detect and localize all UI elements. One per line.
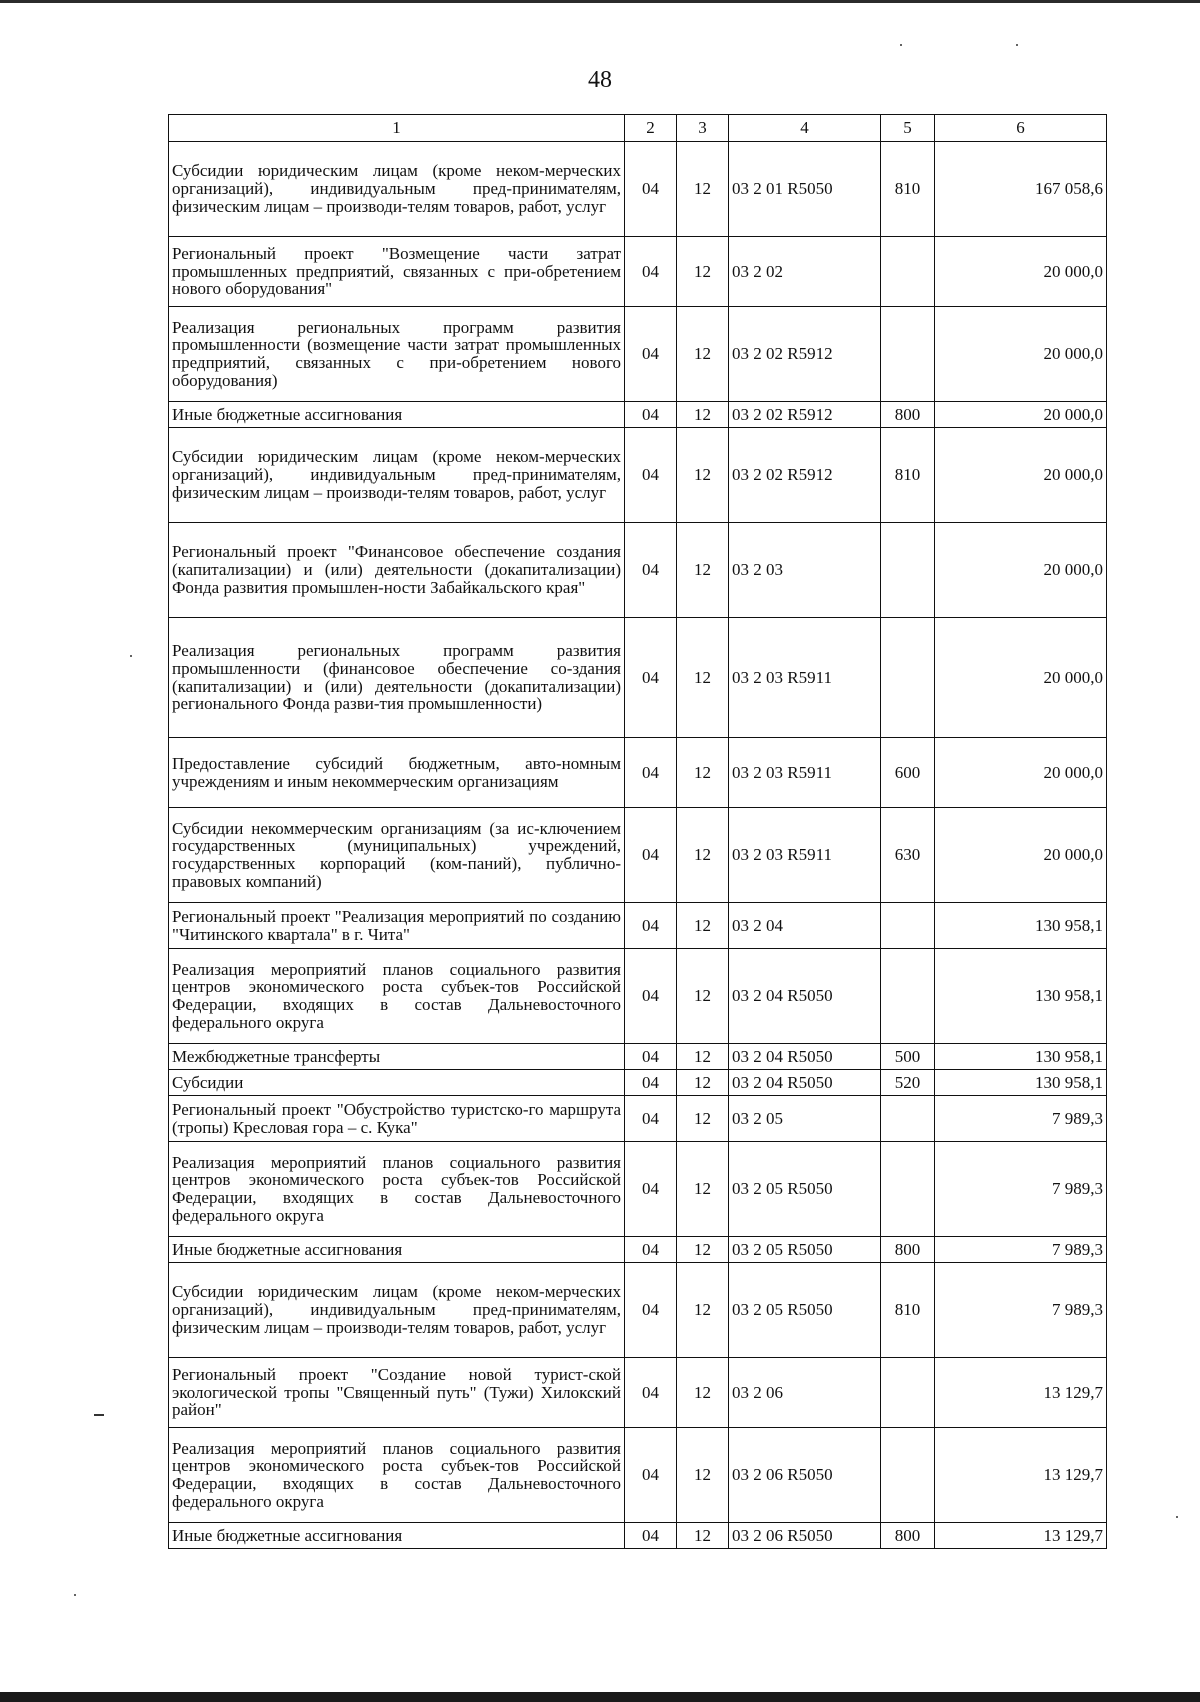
expense-type-code (881, 1142, 935, 1237)
amount: 20 000,0 (935, 808, 1107, 903)
expense-type-code: 810 (881, 428, 935, 523)
amount: 20 000,0 (935, 738, 1107, 808)
section-code: 04 (625, 307, 677, 402)
amount: 130 958,1 (935, 1070, 1107, 1096)
target-article-code: 03 2 03 R5911 (729, 738, 881, 808)
subsection-code: 12 (677, 1358, 729, 1428)
item-name: Реализация мероприятий планов социального развития центров экономического роста субъек-тов Российской Федерации, входящих в состав Дальневосточного федерального округа (169, 949, 625, 1044)
item-name: Иные бюджетные ассигнования (169, 1523, 625, 1549)
table-row (169, 738, 1107, 808)
header-row (169, 115, 1107, 142)
expense-type-code (881, 237, 935, 307)
item-name: Межбюджетные трансферты (169, 1044, 625, 1070)
table-row (169, 307, 1107, 402)
amount: 20 000,0 (935, 237, 1107, 307)
table-row (169, 428, 1107, 523)
subsection-code: 12 (677, 738, 729, 808)
table-row (169, 1523, 1107, 1549)
amount: 7 989,3 (935, 1263, 1107, 1358)
item-name: Региональный проект "Возмещение части затрат промышленных предприятий, связанных с при-обретением нового оборудования" (169, 237, 625, 307)
item-name: Реализация региональных программ развития промышленности (возмещение части затрат промышленных предприятий, связанных с при-обретением нового оборудования) (169, 307, 625, 402)
item-name: Субсидии юридическим лицам (кроме неком-мерческих организаций), индивидуальным пред-принимателям, физическим лицам – производи-телям товаров, работ, услуг (169, 1263, 625, 1358)
subsection-code: 12 (677, 142, 729, 237)
scan-speck (74, 1594, 76, 1596)
table-row (169, 1428, 1107, 1523)
item-name: Субсидии юридическим лицам (кроме неком-мерческих организаций), индивидуальным пред-принимателям, физическим лицам – производи-телям товаров, работ, услуг (169, 428, 625, 523)
item-name: Региональный проект "Создание новой турист-ской экологической тропы "Священный путь" (Тужи) Хилокский район" (169, 1358, 625, 1428)
target-article-code: 03 2 04 R5050 (729, 949, 881, 1044)
subsection-code: 12 (677, 1428, 729, 1523)
section-code: 04 (625, 1142, 677, 1237)
expense-type-code: 800 (881, 1237, 935, 1263)
item-name: Субсидии юридическим лицам (кроме неком-мерческих организаций), индивидуальным пред-принимателям, физическим лицам – производи-телям товаров, работ, услуг (169, 142, 625, 237)
item-name: Региональный проект "Обустройство туристско-го маршрута (тропы) Кресловая гора – с. Кука" (169, 1096, 625, 1142)
table-row (169, 1142, 1107, 1237)
section-code: 04 (625, 428, 677, 523)
header-cell-2: 2 (625, 115, 677, 142)
section-code: 04 (625, 808, 677, 903)
amount: 130 958,1 (935, 949, 1107, 1044)
section-code: 04 (625, 1070, 677, 1096)
table-row (169, 808, 1107, 903)
amount: 20 000,0 (935, 523, 1107, 618)
expense-type-code (881, 1358, 935, 1428)
target-article-code: 03 2 02 R5912 (729, 428, 881, 523)
amount: 7 989,3 (935, 1142, 1107, 1237)
item-name: Реализация региональных программ развития промышленности (финансовое обеспечение со-здания (капитализации) и (или) деятельности (докапитализации) регионального Фонда разви-тия промышленности) (169, 618, 625, 738)
section-code: 04 (625, 1263, 677, 1358)
expense-type-code (881, 1096, 935, 1142)
amount: 7 989,3 (935, 1237, 1107, 1263)
subsection-code: 12 (677, 808, 729, 903)
amount: 167 058,6 (935, 142, 1107, 237)
target-article-code: 03 2 03 R5911 (729, 808, 881, 903)
target-article-code: 03 2 06 R5050 (729, 1428, 881, 1523)
table-row (169, 1237, 1107, 1263)
header-cell-4: 4 (729, 115, 881, 142)
section-code: 04 (625, 402, 677, 428)
expense-type-code: 800 (881, 1523, 935, 1549)
item-name: Субсидии некоммерческим организациям (за ис-ключением государственных (муниципальных) учреждений, государственных корпораций (ком-паний), публично-правовых компаний) (169, 808, 625, 903)
target-article-code: 03 2 02 (729, 237, 881, 307)
table-row (169, 402, 1107, 428)
section-code: 04 (625, 237, 677, 307)
scan-top-edge (0, 0, 1200, 3)
amount: 13 129,7 (935, 1523, 1107, 1549)
budget-table (168, 114, 1107, 1549)
amount: 130 958,1 (935, 903, 1107, 949)
amount: 20 000,0 (935, 618, 1107, 738)
target-article-code: 03 2 04 (729, 903, 881, 949)
section-code: 04 (625, 949, 677, 1044)
expense-type-code: 500 (881, 1044, 935, 1070)
subsection-code: 12 (677, 523, 729, 618)
table-row (169, 1263, 1107, 1358)
subsection-code: 12 (677, 1237, 729, 1263)
subsection-code: 12 (677, 949, 729, 1044)
expense-type-code (881, 1428, 935, 1523)
subsection-code: 12 (677, 1044, 729, 1070)
subsection-code: 12 (677, 307, 729, 402)
header-cell-6: 6 (935, 115, 1107, 142)
table-row (169, 142, 1107, 237)
section-code: 04 (625, 903, 677, 949)
item-name: Иные бюджетные ассигнования (169, 402, 625, 428)
section-code: 04 (625, 1428, 677, 1523)
subsection-code: 12 (677, 1523, 729, 1549)
table-row (169, 1044, 1107, 1070)
target-article-code: 03 2 03 (729, 523, 881, 618)
subsection-code: 12 (677, 402, 729, 428)
table-row (169, 523, 1107, 618)
page-number: 48 (588, 67, 612, 93)
section-code: 04 (625, 142, 677, 237)
section-code: 04 (625, 1096, 677, 1142)
expense-type-code (881, 949, 935, 1044)
table-row (169, 1070, 1107, 1096)
table-row (169, 1096, 1107, 1142)
expense-type-code: 630 (881, 808, 935, 903)
header-cell-5: 5 (881, 115, 935, 142)
section-code: 04 (625, 1358, 677, 1428)
subsection-code: 12 (677, 1070, 729, 1096)
target-article-code: 03 2 04 R5050 (729, 1070, 881, 1096)
expense-type-code (881, 523, 935, 618)
subsection-code: 12 (677, 618, 729, 738)
amount: 20 000,0 (935, 307, 1107, 402)
section-code: 04 (625, 1523, 677, 1549)
target-article-code: 03 2 05 (729, 1096, 881, 1142)
expense-type-code: 800 (881, 402, 935, 428)
section-code: 04 (625, 1237, 677, 1263)
item-name: Субсидии (169, 1070, 625, 1096)
target-article-code: 03 2 02 R5912 (729, 307, 881, 402)
item-name: Иные бюджетные ассигнования (169, 1237, 625, 1263)
item-name: Региональный проект "Финансовое обеспечение создания (капитализации) и (или) деятельности (докапитализации) Фонда развития промышлен-ности Забайкальского края" (169, 523, 625, 618)
header-cell-3: 3 (677, 115, 729, 142)
subsection-code: 12 (677, 428, 729, 523)
expense-type-code: 810 (881, 1263, 935, 1358)
scan-speck (1016, 44, 1018, 46)
section-code: 04 (625, 618, 677, 738)
amount: 20 000,0 (935, 402, 1107, 428)
target-article-code: 03 2 02 R5912 (729, 402, 881, 428)
expense-type-code: 810 (881, 142, 935, 237)
amount: 13 129,7 (935, 1428, 1107, 1523)
target-article-code: 03 2 04 R5050 (729, 1044, 881, 1070)
scan-bottom-edge (0, 1692, 1200, 1702)
section-code: 04 (625, 738, 677, 808)
expense-type-code (881, 618, 935, 738)
table-row (169, 1358, 1107, 1428)
table-body (169, 142, 1107, 1549)
subsection-code: 12 (677, 903, 729, 949)
table-row (169, 618, 1107, 738)
item-name: Реализация мероприятий планов социального развития центров экономического роста субъек-тов Российской Федерации, входящих в состав Дальневосточного федерального округа (169, 1428, 625, 1523)
subsection-code: 12 (677, 1096, 729, 1142)
item-name: Региональный проект "Реализация мероприятий по созданию "Читинского квартала" в г. Чита" (169, 903, 625, 949)
amount: 130 958,1 (935, 1044, 1107, 1070)
section-code: 04 (625, 1044, 677, 1070)
subsection-code: 12 (677, 1263, 729, 1358)
expense-type-code (881, 903, 935, 949)
target-article-code: 03 2 03 R5911 (729, 618, 881, 738)
subsection-code: 12 (677, 1142, 729, 1237)
amount: 7 989,3 (935, 1096, 1107, 1142)
expense-type-code (881, 307, 935, 402)
scan-speck (1176, 1516, 1178, 1518)
target-article-code: 03 2 01 R5050 (729, 142, 881, 237)
section-code: 04 (625, 523, 677, 618)
table-row (169, 903, 1107, 949)
table-row (169, 237, 1107, 307)
expense-type-code: 600 (881, 738, 935, 808)
item-name: Предоставление субсидий бюджетным, авто-номным учреждениям и иным некоммерческим организациям (169, 738, 625, 808)
target-article-code: 03 2 06 R5050 (729, 1523, 881, 1549)
scan-mark (94, 1414, 104, 1416)
header-cell-1: 1 (169, 115, 625, 142)
scan-speck (900, 44, 902, 46)
item-name: Реализация мероприятий планов социального развития центров экономического роста субъек-тов Российской Федерации, входящих в состав Дальневосточного федерального округа (169, 1142, 625, 1237)
amount: 20 000,0 (935, 428, 1107, 523)
amount: 13 129,7 (935, 1358, 1107, 1428)
target-article-code: 03 2 06 (729, 1358, 881, 1428)
target-article-code: 03 2 05 R5050 (729, 1142, 881, 1237)
scan-speck (130, 655, 132, 657)
expense-type-code: 520 (881, 1070, 935, 1096)
target-article-code: 03 2 05 R5050 (729, 1237, 881, 1263)
table-row (169, 949, 1107, 1044)
target-article-code: 03 2 05 R5050 (729, 1263, 881, 1358)
subsection-code: 12 (677, 237, 729, 307)
